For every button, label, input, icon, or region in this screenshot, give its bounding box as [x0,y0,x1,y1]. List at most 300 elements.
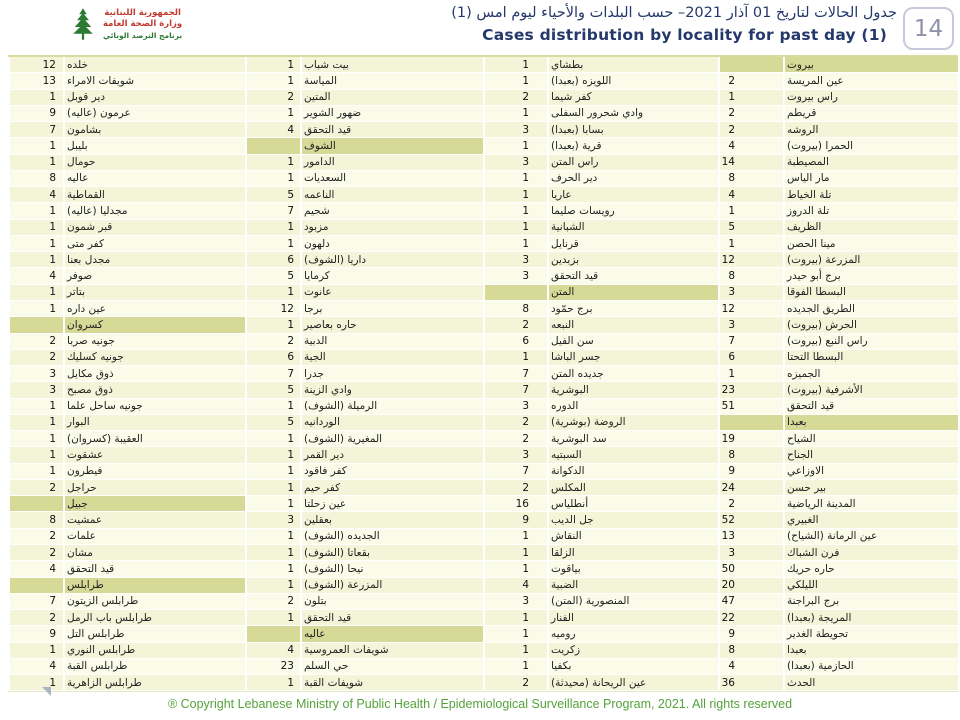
case-count-cell: 1 [245,317,300,333]
case-count-cell: 5 [245,268,300,284]
locality-name-cell: حاره بعاصير [300,317,483,333]
case-count-cell: 8 [718,447,783,463]
locality-name-cell: مار الياس [783,171,958,187]
locality-name-cell: ذوق مصبح [63,382,245,398]
case-count-cell: 4 [245,643,300,659]
locality-name-cell: حي السلم [300,659,483,675]
locality-name-cell: خلده [63,57,245,73]
table-row [8,122,958,138]
locality-name-cell: بياقوت [547,561,718,577]
case-count-cell: 1 [8,447,63,463]
locality-name-cell: بشامون [63,122,245,138]
case-count-cell: 1 [483,350,547,366]
locality-name-cell: الروشه [783,122,958,138]
case-count-cell: 9 [718,626,783,642]
case-count-cell: 5 [245,415,300,431]
case-count-cell: 3 [483,399,547,415]
district-header-cell: بعبدا [783,415,958,431]
case-count-cell: 2 [245,90,300,106]
case-count-cell: 1 [245,480,300,496]
case-count-cell: 12 [718,252,783,268]
locality-name-cell: قيد التحقق [63,561,245,577]
locality-name-cell: علمات [63,529,245,545]
locality-name-cell: الليلكي [783,578,958,594]
locality-name-cell: قريطم [783,106,958,122]
case-count-cell: 2 [8,529,63,545]
locality-name-cell: عانوت [300,285,483,301]
case-count-cell: 2 [483,480,547,496]
locality-name-cell: مشان [63,545,245,561]
locality-name-cell: جسر الباشا [547,350,718,366]
locality-name-cell: البسطا الفوقا [783,285,958,301]
case-count-cell: 1 [245,464,300,480]
case-count-cell: 8 [8,171,63,187]
locality-name-cell: عمشيت [63,512,245,528]
locality-name-cell: شويفات العمروسية [300,643,483,659]
case-count-cell: 9 [8,626,63,642]
case-count-cell: 3 [8,366,63,382]
locality-name-cell: النقاش [547,529,718,545]
locality-name-cell: المياسة [300,73,483,89]
case-count-cell: 2 [245,334,300,350]
case-count-cell: 1 [483,529,547,545]
locality-name-cell: عاليه [63,171,245,187]
locality-name-cell: دلهون [300,236,483,252]
case-count-cell: 2 [718,496,783,512]
locality-name-cell: برج البراجنة [783,594,958,610]
locality-name-cell: نيحا (الشوف) [300,561,483,577]
locality-name-cell: كفر فاقود [300,464,483,480]
locality-name-cell: طرابلس باب الرمل [63,610,245,626]
locality-name-cell: جونيه كسليك [63,350,245,366]
case-count-cell: 19 [718,431,783,447]
table-row [8,561,958,577]
locality-name-cell: بكفيا [547,659,718,675]
case-count-cell: 12 [245,301,300,317]
locality-name-cell: الحرش (بيروت) [783,317,958,333]
locality-name-cell: حومال [63,155,245,171]
case-count-cell: 1 [8,138,63,154]
locality-name-cell: برج أبو حيدر [783,268,958,284]
case-count-cell: 5 [718,220,783,236]
case-count-cell [245,138,300,154]
locality-name-cell: بقعاتا (الشوف) [300,545,483,561]
case-count-cell: 1 [483,643,547,659]
locality-name-cell: دير الحرف [547,171,718,187]
table-row [8,529,958,545]
locality-name-cell: البوشرية [547,382,718,398]
locality-name-cell: الناعمه [300,187,483,203]
cedar-icon [68,4,98,44]
case-count-cell: 7 [245,203,300,219]
locality-name-cell: بير حسن [783,480,958,496]
locality-name-cell: روميه [547,626,718,642]
locality-name-cell: قيد التحقق [300,610,483,626]
case-count-cell: 4 [483,578,547,594]
case-count-cell: 1 [8,90,63,106]
locality-name-cell: المدينة الرياضية [783,496,958,512]
case-count-cell: 2 [718,73,783,89]
locality-name-cell: جونيه صربا [63,334,245,350]
page-title-english: Cases distribution by locality for past day (1) [482,26,887,44]
locality-name-cell: عاريا [547,187,718,203]
case-count-cell: 1 [8,220,63,236]
case-count-cell: 3 [245,512,300,528]
locality-name-cell: قرية (بعبدا) [547,138,718,154]
district-header-cell: عاليه [300,626,483,642]
locality-name-cell: الحمرا (بيروت) [783,138,958,154]
locality-name-cell: وادي الزينة [300,382,483,398]
locality-name-cell: طرابلس النوري [63,643,245,659]
case-count-cell: 1 [483,138,547,154]
locality-name-cell: الروضة (بوشرية) [547,415,718,431]
locality-name-cell: عين زحلتا [300,496,483,512]
case-count-cell: 1 [245,561,300,577]
case-count-cell: 50 [718,561,783,577]
table-row [8,317,958,333]
case-count-cell: 3 [483,155,547,171]
case-count-cell: 4 [8,561,63,577]
locality-name-cell: راس بيروت [783,90,958,106]
table-row [8,220,958,236]
table-row [8,73,958,89]
case-count-cell: 24 [718,480,783,496]
table-row [8,399,958,415]
case-count-cell: 1 [8,675,63,691]
locality-name-cell: عين الرمانة (الشياح) [783,529,958,545]
case-count-cell [8,317,63,333]
district-header-cell: جبيل [63,496,245,512]
locality-name-cell: مينا الحصن [783,236,958,252]
case-count-cell: 47 [718,594,783,610]
case-count-cell: 3 [718,317,783,333]
locality-name-cell: الرميلة (الشوف) [300,399,483,415]
locality-name-cell: جدرا [300,366,483,382]
logo-line-program: برنامج الترصد الوبائي [103,30,183,40]
case-count-cell: 1 [718,203,783,219]
case-count-cell: 2 [245,594,300,610]
case-count-cell: 1 [483,106,547,122]
table-row [8,203,958,219]
locality-name-cell: المزرعة (الشوف) [300,578,483,594]
locality-name-cell: الفنار [547,610,718,626]
case-count-cell: 16 [483,496,547,512]
case-count-cell: 1 [8,236,63,252]
case-count-cell: 2 [483,431,547,447]
case-count-cell: 1 [8,252,63,268]
case-count-cell: 1 [245,675,300,691]
case-count-cell: 8 [718,268,783,284]
locality-name-cell: سن الفيل [547,334,718,350]
table-row [8,236,958,252]
case-count-cell: 1 [245,545,300,561]
case-count-cell: 51 [718,399,783,415]
case-count-cell: 9 [718,464,783,480]
case-count-cell: 3 [483,447,547,463]
case-count-cell: 4 [245,122,300,138]
case-count-cell: 7 [483,366,547,382]
locality-name-cell: فرن الشباك [783,545,958,561]
table-row [8,285,958,301]
locality-name-cell: الدوره [547,399,718,415]
locality-name-cell: الحدث [783,675,958,691]
case-count-cell [8,578,63,594]
table-row [8,610,958,626]
case-count-cell: 1 [718,236,783,252]
district-header-cell: المتن [547,285,718,301]
case-count-cell: 23 [245,659,300,675]
locality-name-cell: وادي شحرور السفلى [547,106,718,122]
locality-name-cell: كفر شيما [547,90,718,106]
locality-name-cell: كفر متى [63,236,245,252]
table-row [8,431,958,447]
locality-name-cell: تلة الدروز [783,203,958,219]
case-count-cell: 3 [8,382,63,398]
locality-name-cell: البسطا التحتا [783,350,958,366]
case-count-cell: 2 [8,350,63,366]
table-row [8,415,958,431]
locality-name-cell: السبتيه [547,447,718,463]
locality-name-cell: بطشاي [547,57,718,73]
logo-line-republic: الجمهورية اللبنانية [104,7,181,18]
logo-line-ministry: وزارة الصحة العامة [103,18,183,29]
locality-name-cell: قرنايل [547,236,718,252]
case-count-cell: 2 [8,545,63,561]
locality-name-cell: قيد التحقق [783,399,958,415]
case-count-cell: 1 [8,285,63,301]
table-row [8,659,958,675]
locality-name-cell: بتلون [300,594,483,610]
district-header-cell: الشوف [300,138,483,154]
case-count-cell: 8 [718,171,783,187]
case-count-cell: 7 [483,464,547,480]
ministry-logo-text [103,8,182,41]
case-count-cell: 14 [718,155,783,171]
locality-name-cell: حاره حريك [783,561,958,577]
case-count-cell: 4 [8,659,63,675]
locality-name-cell: فيطرون [63,464,245,480]
case-count-cell: 1 [8,399,63,415]
case-count-cell: 1 [245,155,300,171]
locality-name-cell: المتين [300,90,483,106]
locality-name-cell: السعديات [300,171,483,187]
case-count-cell: 1 [8,643,63,659]
locality-name-cell: الدامور [300,155,483,171]
locality-name-cell: بعقلين [300,512,483,528]
locality-name-cell: ذوق مكايل [63,366,245,382]
locality-name-cell: قبر شمون [63,220,245,236]
locality-name-cell: شحيم [300,203,483,219]
locality-name-cell: جديده المتن [547,366,718,382]
case-count-cell: 52 [718,512,783,528]
locality-name-cell: بيت شباب [300,57,483,73]
case-count-cell: 1 [8,464,63,480]
table-row [8,382,958,398]
locality-name-cell: رويسات صليما [547,203,718,219]
locality-name-cell: شويفات القبة [300,675,483,691]
case-count-cell: 1 [483,171,547,187]
case-count-cell: 1 [8,431,63,447]
case-count-cell: 6 [245,252,300,268]
case-count-cell [718,57,783,73]
table-row [8,138,958,154]
locality-name-cell: برج حمّود [547,301,718,317]
case-count-cell: 7 [718,334,783,350]
locality-name-cell: تلة الخياط [783,187,958,203]
slide-corner-marker [42,687,51,696]
case-count-cell: 1 [245,236,300,252]
case-count-cell [718,415,783,431]
case-count-cell: 2 [718,106,783,122]
case-count-cell: 1 [483,610,547,626]
locality-name-cell: الظريف [783,220,958,236]
locality-name-cell: جونيه ساحل علما [63,399,245,415]
case-count-cell: 1 [483,626,547,642]
case-count-cell: 7 [8,122,63,138]
locality-name-cell: دير قوبل [63,90,245,106]
locality-name-cell: راس المتن [547,155,718,171]
locality-name-cell: عين داره [63,301,245,317]
case-count-cell: 2 [483,675,547,691]
locality-name-cell: الجميزه [783,366,958,382]
locality-name-cell: قيد التحقق [300,122,483,138]
case-count-cell: 1 [245,57,300,73]
case-count-cell: 2 [8,610,63,626]
locality-name-cell: صوفر [63,268,245,284]
case-count-cell: 4 [718,659,783,675]
case-count-cell: 9 [8,106,63,122]
case-count-cell: 4 [8,268,63,284]
table-row [8,106,958,122]
table-row [8,90,958,106]
locality-name-cell: طرابلس الزيتون [63,594,245,610]
case-count-cell: 8 [483,301,547,317]
locality-name-cell: الزلقا [547,545,718,561]
page-title-block [451,2,897,45]
case-count-cell: 2 [483,90,547,106]
table-row [8,57,958,73]
table-row [8,171,958,187]
case-count-cell: 13 [8,73,63,89]
table-row [8,578,958,594]
case-count-cell: 1 [483,659,547,675]
table-row [8,366,958,382]
locality-name-cell: النبعه [547,317,718,333]
case-count-cell: 7 [8,594,63,610]
locality-name-cell: الجناح [783,447,958,463]
case-count-cell: 1 [483,545,547,561]
case-count-cell [483,285,547,301]
locality-name-cell: زكريت [547,643,718,659]
case-count-cell: 12 [718,301,783,317]
case-count-cell: 1 [483,203,547,219]
case-count-cell: 2 [483,317,547,333]
locality-name-cell: المزرعة (بيروت) [783,252,958,268]
locality-name-cell: طرابلس الزاهرية [63,675,245,691]
table-row [8,643,958,659]
table-row [8,252,958,268]
case-count-cell: 1 [718,366,783,382]
locality-name-cell: الشياح [783,431,958,447]
table-row [8,301,958,317]
locality-name-cell: أنطلياس [547,496,718,512]
page-title-arabic: جدول الحالات لتاريخ 01 آذار 2021– حسب البلدات والأحياء ليوم امس (1) [451,5,897,21]
locality-name-cell: الاوزاعي [783,464,958,480]
locality-name-cell: عين المريسة [783,73,958,89]
case-count-cell: 2 [8,334,63,350]
locality-name-cell: كفر حيم [300,480,483,496]
locality-name-cell: مجدليا (عاليه) [63,203,245,219]
locality-name-cell: داريا (الشوف) [300,252,483,268]
case-count-cell: 2 [8,480,63,496]
case-count-cell [245,626,300,642]
locality-name-cell: حراجل [63,480,245,496]
case-count-cell: 3 [483,252,547,268]
case-count-cell: 4 [8,187,63,203]
case-count-cell: 1 [245,529,300,545]
locality-name-cell: دير القمر [300,447,483,463]
case-count-cell: 1 [483,561,547,577]
locality-name-cell: راس النبع (بيروت) [783,334,958,350]
locality-name-cell: المنصورية (المتن) [547,594,718,610]
locality-name-cell: بزبدين [547,252,718,268]
case-count-cell: 2 [483,415,547,431]
case-count-cell: 8 [8,512,63,528]
case-count-cell: 20 [718,578,783,594]
case-count-cell: 1 [483,220,547,236]
ministry-logo [68,4,182,44]
case-count-cell: 6 [483,334,547,350]
case-count-cell: 3 [718,545,783,561]
case-count-cell: 1 [8,155,63,171]
case-count-cell: 22 [718,610,783,626]
case-count-cell: 3 [483,122,547,138]
locality-name-cell: الوردانيه [300,415,483,431]
locality-name-cell: عشقوت [63,447,245,463]
case-count-cell: 1 [245,220,300,236]
locality-name-cell: المريجة (بعبدا) [783,610,958,626]
case-count-cell: 1 [245,496,300,512]
locality-name-cell: الدكوانة [547,464,718,480]
locality-name-cell: الطريق الجديده [783,301,958,317]
case-count-cell: 36 [718,675,783,691]
locality-name-cell: الجديده (الشوف) [300,529,483,545]
case-count-cell: 13 [718,529,783,545]
locality-name-cell: المغيرية (الشوف) [300,431,483,447]
case-count-cell: 6 [718,350,783,366]
locality-name-cell: المصيطبة [783,155,958,171]
locality-name-cell: كرمايا [300,268,483,284]
locality-name-cell: المكلس [547,480,718,496]
case-count-cell: 7 [245,366,300,382]
table-row [8,350,958,366]
case-count-cell: 8 [718,643,783,659]
case-count-cell: 1 [483,236,547,252]
locality-name-cell: الحازمية (بعبدا) [783,659,958,675]
table-row [8,496,958,512]
case-count-cell: 9 [483,512,547,528]
case-count-cell: 7 [483,382,547,398]
locality-name-cell: عرمون (عاليه) [63,106,245,122]
district-header-cell: بيروت [783,57,958,73]
district-header-cell: طرابلس [63,578,245,594]
case-count-cell: 3 [483,268,547,284]
locality-name-cell: برجا [300,301,483,317]
locality-name-cell: اللويزه (بعبدا) [547,73,718,89]
table-row [8,675,958,691]
table-row [8,480,958,496]
locality-name-cell: مزبود [300,220,483,236]
